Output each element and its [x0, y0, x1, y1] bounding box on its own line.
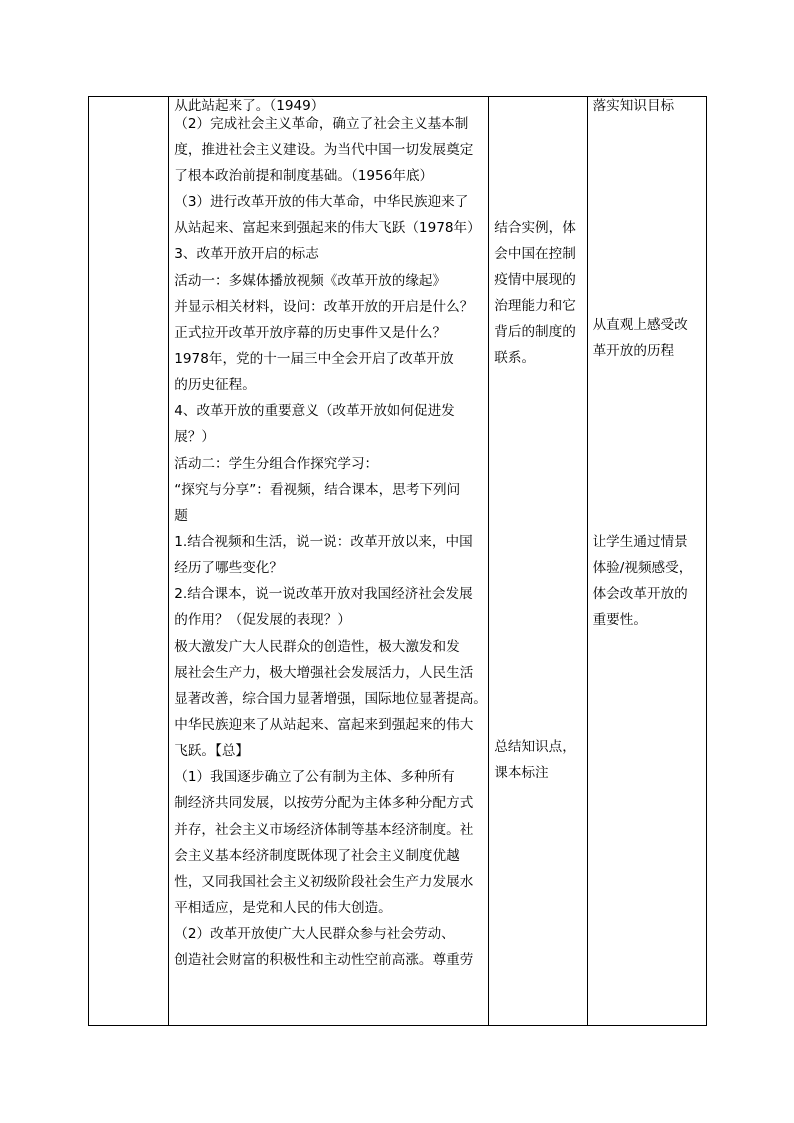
- content-line: 1.结合视频和生活，说一说：改革开放以来，中国: [174, 534, 473, 550]
- intent-note-line: 体会改革开放的: [592, 586, 688, 602]
- intent-cell: [587, 97, 706, 1026]
- content-line: （3）进行改革开放的伟大革命，中华民族迎来了: [174, 194, 469, 210]
- content-line: 并显示相关材料，设问：改革开放的开启是什么？: [174, 299, 474, 315]
- content-line: 展社会生产力，极大增强社会发展活力，人民生活: [174, 665, 474, 681]
- content-line: 显著改善，综合国力显著增强，国际地位显著提高。: [174, 691, 487, 707]
- content-line: 性，又同我国社会主义初级阶段社会生产力发展水: [174, 874, 474, 890]
- intent-column: [588, 97, 706, 1025]
- content-line: 飞跃。【总】: [174, 743, 250, 759]
- design-note-line: 治理能力和它: [494, 298, 576, 314]
- content-cell: [169, 97, 489, 1026]
- intent-note-line: 从直观上感受改: [592, 317, 688, 333]
- design-cell: [489, 97, 587, 1026]
- lesson-plan-table: [88, 96, 707, 1026]
- design-note-line: 背后的制度的: [494, 324, 576, 340]
- content-line: 中华民族迎来了从站起来、富起来到强起来的伟大: [174, 717, 474, 733]
- design-note-line: 总结知识点，: [494, 739, 576, 755]
- content-line: “探究与分享”：看视频，结合课本，思考下列问: [174, 482, 461, 498]
- content-line: 题: [174, 508, 188, 524]
- content-line: 会主义基本经济制度既体现了社会主义制度优越: [174, 848, 460, 864]
- content-line: 的作用？（促发展的表现？）: [174, 612, 351, 628]
- content-line: 3、改革开放开启的标志: [174, 246, 319, 262]
- intent-note-line: 落实知识目标: [592, 98, 675, 114]
- content-line: 平相适应，是党和人民的伟大创造。: [174, 900, 392, 916]
- content-line: 了根本政治前提和制度基础。（1956年底）: [174, 168, 434, 184]
- content-line: 1978年，党的十一届三中全会开启了改革开放: [174, 351, 454, 367]
- intent-note-line: 让学生通过情景: [592, 534, 688, 550]
- content-line: 度，推进社会主义建设。为当代中国一切发展奠定: [174, 142, 474, 158]
- content-line: 从此站起来了。（1949）: [174, 98, 325, 114]
- content-line: 经历了哪些变化？: [174, 560, 283, 576]
- design-note-line: 课本标注: [494, 765, 549, 781]
- content-column: [169, 97, 488, 1025]
- intent-note-line: 革开放的历程: [592, 343, 675, 359]
- content-line: 从站起来、富起来到强起来的伟大飞跃（1978年）: [174, 220, 481, 236]
- content-line: 4、改革开放的重要意义（改革开放如何促进发: [174, 403, 455, 419]
- design-note-line: 疫情中展现的: [494, 272, 576, 288]
- left-empty-cell: [89, 97, 169, 1026]
- content-line: （2）改革开放使广大人民群众参与社会劳动、: [174, 926, 455, 942]
- content-line: （2）完成社会主义革命，确立了社会主义基本制: [174, 116, 469, 132]
- content-line: 活动二：学生分组合作探究学习：: [174, 456, 379, 472]
- intent-note-line: 重要性。: [592, 612, 647, 628]
- intent-note-line: 体验/视频感受，: [592, 560, 693, 576]
- design-note-line: 联系。: [494, 350, 536, 366]
- design-note-line: 会中国在控制: [494, 246, 576, 262]
- content-line: 的历史征程。: [174, 377, 256, 393]
- content-line: 活动一：多媒体播放视频《改革开放的缘起》: [174, 273, 447, 289]
- content-line: 极大激发广大人民群众的创造性，极大激发和发: [174, 639, 460, 655]
- content-line: 展？）: [174, 429, 216, 445]
- table-row: [89, 97, 707, 1026]
- design-note-line: 结合实例，体: [494, 220, 576, 236]
- design-column: [489, 97, 586, 1025]
- content-line: 2.结合课本，说一说改革开放对我国经济社会发展: [174, 586, 473, 602]
- content-line: 并存，社会主义市场经济体制等基本经济制度。社: [174, 822, 474, 838]
- content-line: 创造社会财富的积极性和主动性空前高涨。尊重劳: [174, 952, 474, 968]
- content-line: 正式拉开改革开放序幕的历史事件又是什么？: [174, 325, 447, 341]
- content-line: （1）我国逐步确立了公有制为主体、多种所有: [174, 769, 455, 785]
- content-line: 制经济共同发展，以按劳分配为主体多种分配方式: [174, 795, 474, 811]
